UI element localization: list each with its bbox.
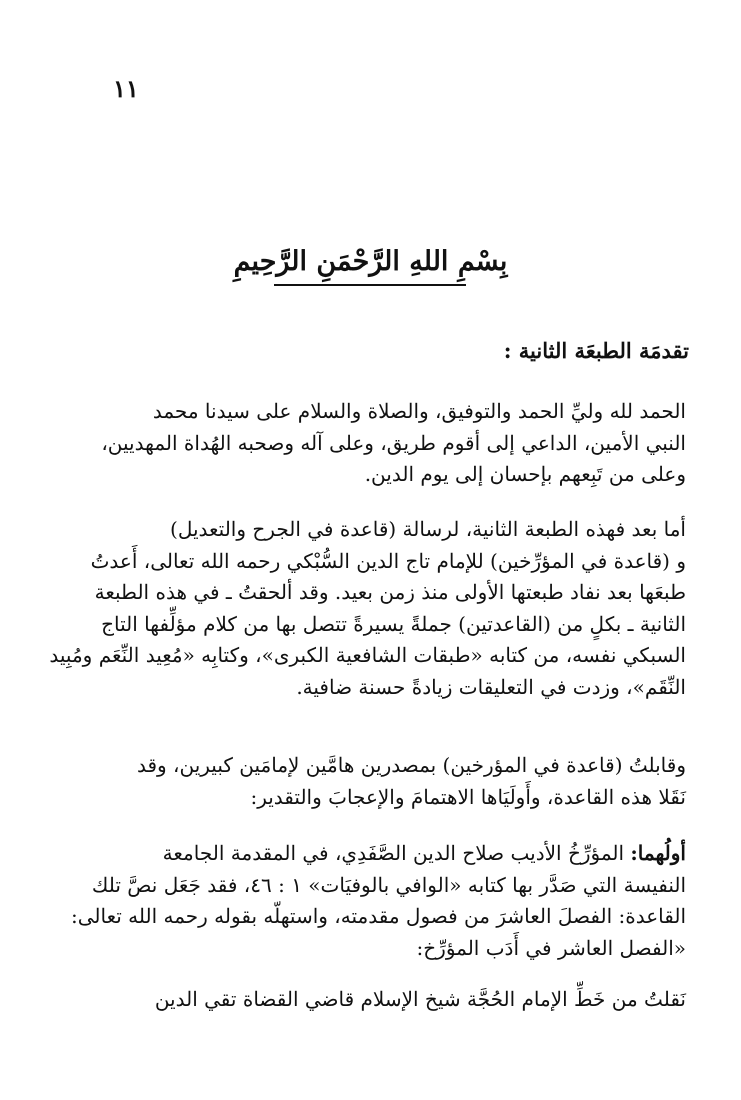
paragraph-3 (56, 750, 686, 813)
paragraph-line: السبكي نفسه، من كتابه «طبقات الشافعية الكبرى»، وكتابِه «مُعِيد النِّعَم ومُبِيد (49, 643, 686, 667)
paragraph-line: وقابلتُ (قاعدة في المؤرخين) بمصدرين هامَّين لإمامَين كبيرين، وقد (136, 753, 686, 777)
basmala-underline (274, 284, 466, 286)
paragraph-line: النفيسة التي صَدَّر بها كتابه «الوافي بالوفيَات» ١ : ٤٦، فقد جَعَل نصَّ تلك (91, 872, 686, 897)
section-title: تقدمَة الطبعَة الثانية : (503, 338, 689, 363)
paragraph-line: «الفصل العاشر في أَدَب المؤرِّخ: (416, 935, 686, 960)
paragraph-line: طبعَها بعد نفاد طبعتها الأولى منذ زمن بعيد. وقد ألحقتُ ـ في هذه الطبعة (94, 580, 686, 604)
paragraph-5 (56, 984, 686, 1016)
paragraph-line-text: المؤرِّخُ الأديب صلاح الدين الصَّفَدِي، في المقدمة الجامعة (162, 841, 631, 865)
paragraph-line: نَقلتُ من خَطِّ الإمام الحُجَّة شيخ الإسلام قاضي القضاة تقي الدين (154, 987, 686, 1011)
paragraph-line: أما بعد فهذه الطبعة الثانية، لرسالة (قاعدة في الجرح والتعديل) (170, 517, 686, 541)
paragraph-line: القاعدة: الفصلَ العاشرَ من فصول مقدمته، واستهلّه بقوله رحمه الله تعالى: (71, 904, 686, 928)
paragraph-lead: أولُهما: (630, 841, 686, 865)
paragraph-4 (56, 838, 686, 964)
paragraph-2 (49, 514, 686, 703)
paragraph-line (56, 838, 686, 870)
paragraph-line: النبي الأمين، الداعي إلى أقوم طريق، وعلى آله وصحبه الهُداة المهديين، (101, 430, 686, 455)
paragraph-line: وعلى من تَبِعهم بإحسان إلى يوم الدين. (364, 462, 686, 486)
paragraph-line: الثانية ـ بكلٍ من (القاعدتين) جملةً يسيرةً تتصل بها من كلام مؤلِّفها التاج (101, 611, 686, 636)
paragraph-line: نَقَلا هذه القاعدة، وأَولَيَاها الاهتمامَ والإعجابَ والتقدير: (250, 784, 686, 809)
paragraph-line: النِّقَم»، وزدت في التعليقات زيادةً حسنة ضافية. (296, 674, 686, 699)
paragraph-line: و (قاعدة في المؤرِّخين) للإمام تاج الدين السُّبْكي رحمه الله تعالى، أَعدتُ (90, 548, 686, 573)
basmala-heading: بِسْمِ اللهِ الرَّحْمَنِ الرَّحِيمِ (233, 246, 508, 277)
paragraph-1 (56, 396, 686, 491)
page-number: ١١ (113, 74, 139, 103)
paragraph-line: الحمد لله وليِّ الحمد والتوفيق، والصلاة والسلام على سيدنا محمد (152, 399, 686, 423)
